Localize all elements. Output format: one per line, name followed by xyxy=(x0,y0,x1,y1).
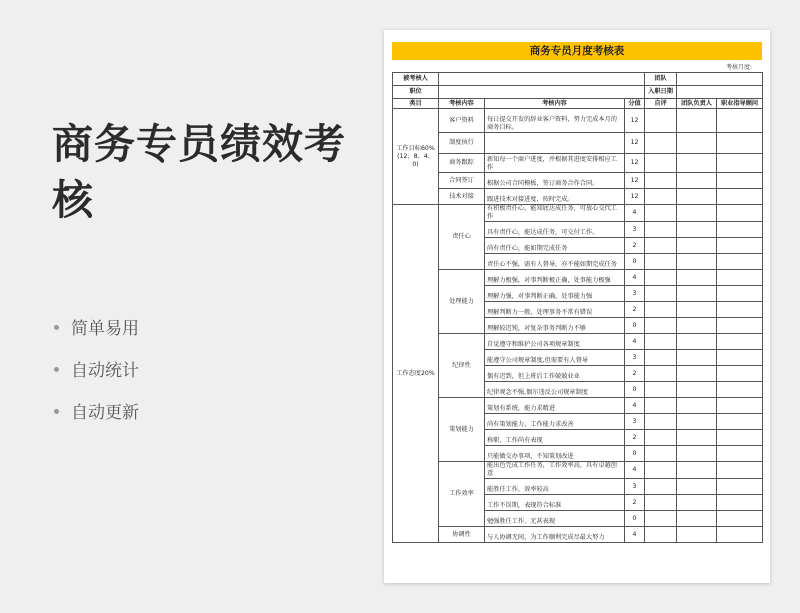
header-item: 考核内容 xyxy=(439,99,485,109)
item-score: 4 xyxy=(625,205,645,222)
table-row xyxy=(393,173,763,189)
self-score-cell[interactable] xyxy=(645,133,677,154)
item-label: 客户资料 xyxy=(439,109,485,133)
examinee-value[interactable] xyxy=(439,73,645,86)
team-lead-score-cell[interactable] xyxy=(677,495,717,511)
team-lead-score-cell[interactable] xyxy=(677,154,717,173)
item-label: 工作效率 xyxy=(439,462,485,527)
item-label: 协调性 xyxy=(439,527,485,543)
feature-list xyxy=(54,308,139,434)
item-label: 处理能力 xyxy=(439,270,485,334)
item-score: 3 xyxy=(625,350,645,366)
advisor-score-cell[interactable] xyxy=(717,173,763,189)
item-score: 4 xyxy=(625,398,645,414)
self-score-cell[interactable] xyxy=(645,479,677,495)
item-score: 3 xyxy=(625,286,645,302)
advisor-score-cell[interactable] xyxy=(717,302,763,318)
item-label: 责任心 xyxy=(439,205,485,270)
join-date-value[interactable] xyxy=(677,86,763,99)
item-score: 2 xyxy=(625,495,645,511)
item-score: 3 xyxy=(625,414,645,430)
item-description: 理解力极强，对事判断极正确，处事能力极强 xyxy=(485,270,625,286)
self-score-cell[interactable] xyxy=(645,462,677,479)
item-score: 0 xyxy=(625,446,645,462)
self-score-cell[interactable] xyxy=(645,109,677,133)
advisor-score-cell[interactable] xyxy=(717,109,763,133)
advisor-score-cell[interactable] xyxy=(717,511,763,527)
item-description: 工作不误期，表现符合标准 xyxy=(485,495,625,511)
item-score: 12 xyxy=(625,189,645,205)
team-lead-score-cell[interactable] xyxy=(677,511,717,527)
team-lead-score-cell[interactable] xyxy=(677,398,717,414)
advisor-score-cell[interactable] xyxy=(717,479,763,495)
team-lead-score-cell[interactable] xyxy=(677,446,717,462)
table-row xyxy=(393,527,763,543)
advisor-score-cell[interactable] xyxy=(717,189,763,205)
item-description: 能出色完成工作任务，工作效率高，具有卓越创意 xyxy=(485,462,625,479)
team-lead-score-cell[interactable] xyxy=(677,238,717,254)
bullet-icon xyxy=(54,409,59,414)
item-score: 0 xyxy=(625,511,645,527)
self-score-cell[interactable] xyxy=(645,334,677,350)
item-description: 纪律观念不强,偶尔违反公司规章制度 xyxy=(485,382,625,398)
team-lead-score-cell[interactable] xyxy=(677,109,717,133)
item-description: 能胜任工作，效率较高 xyxy=(485,479,625,495)
advisor-score-cell[interactable] xyxy=(717,154,763,173)
team-lead-score-cell[interactable] xyxy=(677,286,717,302)
evaluation-table xyxy=(392,72,763,543)
self-score-cell[interactable] xyxy=(645,238,677,254)
self-score-cell[interactable] xyxy=(645,430,677,446)
self-score-cell[interactable] xyxy=(645,382,677,398)
team-label: 团队 xyxy=(645,73,677,86)
item-score: 2 xyxy=(625,366,645,382)
self-score-cell[interactable] xyxy=(645,495,677,511)
feature-label: 自动更新 xyxy=(71,403,139,423)
self-score-cell[interactable] xyxy=(645,154,677,173)
page-title: 商务专员绩效考核 xyxy=(52,120,346,224)
examinee-label: 被考核人 xyxy=(393,73,439,86)
item-score: 0 xyxy=(625,254,645,270)
item-score: 2 xyxy=(625,302,645,318)
item-score: 12 xyxy=(625,109,645,133)
table-row xyxy=(393,205,763,222)
table-row xyxy=(393,334,763,350)
header-row xyxy=(393,99,763,109)
item-label: 策划能力 xyxy=(439,398,485,462)
advisor-score-cell[interactable] xyxy=(717,398,763,414)
header-self: 自评 xyxy=(645,99,677,109)
table-row xyxy=(393,133,763,154)
item-description: 责任心不强，需有人督导，亦不能如期完成任务 xyxy=(485,254,625,270)
self-score-cell[interactable] xyxy=(645,173,677,189)
table-row xyxy=(393,462,763,479)
item-description: 与人协调无间，为工作顺利完成尽最大努力 xyxy=(485,527,625,543)
item-description: 自觉遵守和维护公司各项规章制度 xyxy=(485,334,625,350)
header-content: 考核内容 xyxy=(485,99,625,109)
team-lead-score-cell[interactable] xyxy=(677,254,717,270)
item-description xyxy=(485,133,625,154)
self-score-cell[interactable] xyxy=(645,189,677,205)
team-lead-score-cell[interactable] xyxy=(677,430,717,446)
self-score-cell[interactable] xyxy=(645,446,677,462)
item-label: 纪律性 xyxy=(439,334,485,398)
item-score: 0 xyxy=(625,382,645,398)
item-description: 理解判断力一般，处理事务不常有错误 xyxy=(485,302,625,318)
header-advisor: 职业指导顾问 xyxy=(717,99,763,109)
item-description: 每日提交开发的辞业客户资料，努力完成本月的商务目标。 xyxy=(485,109,625,133)
team-lead-score-cell[interactable] xyxy=(677,414,717,430)
self-score-cell[interactable] xyxy=(645,366,677,382)
item-description: 勉强胜任工作，无甚表现 xyxy=(485,511,625,527)
item-description: 策划有系统，能力求精进 xyxy=(485,398,625,414)
self-score-cell[interactable] xyxy=(645,205,677,222)
item-description: 称职，工作尚有表现 xyxy=(485,430,625,446)
self-score-cell[interactable] xyxy=(645,222,677,238)
team-lead-score-cell[interactable] xyxy=(677,350,717,366)
table-row xyxy=(393,398,763,414)
team-lead-score-cell[interactable] xyxy=(677,205,717,222)
feature-label: 简单易用 xyxy=(71,319,139,339)
advisor-score-cell[interactable] xyxy=(717,462,763,479)
item-description: 跟进技术对接进度，按时完成。 xyxy=(485,189,625,205)
feature-item xyxy=(54,308,139,350)
header-team-lead: 团队负责人 xyxy=(677,99,717,109)
team-lead-score-cell[interactable] xyxy=(677,527,717,543)
advisor-score-cell[interactable] xyxy=(717,430,763,446)
item-score: 3 xyxy=(625,479,645,495)
team-lead-score-cell[interactable] xyxy=(677,222,717,238)
item-score: 2 xyxy=(625,238,645,254)
feature-item xyxy=(54,350,139,392)
advisor-score-cell[interactable] xyxy=(717,254,763,270)
team-lead-score-cell[interactable] xyxy=(677,382,717,398)
document-preview xyxy=(384,30,770,583)
item-score: 4 xyxy=(625,462,645,479)
position-label: 职位 xyxy=(393,86,439,99)
self-score-cell[interactable] xyxy=(645,350,677,366)
team-lead-score-cell[interactable] xyxy=(677,270,717,286)
item-label: 合同签订 xyxy=(439,173,485,189)
item-description: 能遵守公司规章制度,但需要有人督导 xyxy=(485,350,625,366)
item-description: 新知每一个商户进度，并根据其进度安排相应工作 xyxy=(485,154,625,173)
self-score-cell[interactable] xyxy=(645,414,677,430)
advisor-score-cell[interactable] xyxy=(717,238,763,254)
self-score-cell[interactable] xyxy=(645,318,677,334)
item-score: 2 xyxy=(625,430,645,446)
advisor-score-cell[interactable] xyxy=(717,527,763,543)
self-score-cell[interactable] xyxy=(645,302,677,318)
info-row xyxy=(393,73,763,86)
item-description: 理解较迟钝，对复杂事务判断力不够 xyxy=(485,318,625,334)
category-work-goal: 工作目标60%(12、8、4、0) xyxy=(393,109,439,205)
self-score-cell[interactable] xyxy=(645,286,677,302)
item-score: 4 xyxy=(625,527,645,543)
header-score: 分值 xyxy=(625,99,645,109)
table-row xyxy=(393,154,763,173)
advisor-score-cell[interactable] xyxy=(717,382,763,398)
info-row xyxy=(393,86,763,99)
team-lead-score-cell[interactable] xyxy=(677,302,717,318)
team-lead-score-cell[interactable] xyxy=(677,334,717,350)
advisor-score-cell[interactable] xyxy=(717,414,763,430)
month-label: 考核月度: xyxy=(725,64,752,71)
sheet-title: 商务专员月度考核表 xyxy=(392,42,762,60)
category-work-attitude: 工作态度20% xyxy=(393,205,439,543)
self-score-cell[interactable] xyxy=(645,511,677,527)
item-description: 具有责任心，能达成任务，可交付工作。 xyxy=(485,222,625,238)
item-description: 尚有策划能力，工作能力求改善 xyxy=(485,414,625,430)
item-score: 0 xyxy=(625,318,645,334)
item-label: 制度执行 xyxy=(439,133,485,154)
item-score: 12 xyxy=(625,133,645,154)
item-score: 4 xyxy=(625,270,645,286)
team-value[interactable] xyxy=(677,73,763,86)
table-row xyxy=(393,189,763,205)
feature-label: 自动统计 xyxy=(71,361,139,381)
team-lead-score-cell[interactable] xyxy=(677,318,717,334)
self-score-cell[interactable] xyxy=(645,527,677,543)
self-score-cell[interactable] xyxy=(645,398,677,414)
advisor-score-cell[interactable] xyxy=(717,318,763,334)
bullet-icon xyxy=(54,367,59,372)
feature-item xyxy=(54,392,139,434)
item-description: 尚有责任心，能如期完成任务 xyxy=(485,238,625,254)
table-row xyxy=(393,109,763,133)
position-value[interactable] xyxy=(439,86,645,99)
advisor-score-cell[interactable] xyxy=(717,495,763,511)
advisor-score-cell[interactable] xyxy=(717,133,763,154)
item-description: 偶有迟到，但上班后工作兢兢业业 xyxy=(485,366,625,382)
team-lead-score-cell[interactable] xyxy=(677,479,717,495)
advisor-score-cell[interactable] xyxy=(717,334,763,350)
item-description: 理解力强，对事判断正确，处事能力强 xyxy=(485,286,625,302)
advisor-score-cell[interactable] xyxy=(717,350,763,366)
header-category: 类目 xyxy=(393,99,439,109)
join-date-label: 入职日期 xyxy=(645,86,677,99)
team-lead-score-cell[interactable] xyxy=(677,462,717,479)
item-score: 12 xyxy=(625,173,645,189)
bullet-icon xyxy=(54,325,59,330)
item-description: 只能做交办事项，不知策划改进 xyxy=(485,446,625,462)
advisor-score-cell[interactable] xyxy=(717,270,763,286)
item-score: 12 xyxy=(625,154,645,173)
team-lead-score-cell[interactable] xyxy=(677,173,717,189)
advisor-score-cell[interactable] xyxy=(717,222,763,238)
item-description: 根据公司合同模板，签订商务合作合同。 xyxy=(485,173,625,189)
team-lead-score-cell[interactable] xyxy=(677,133,717,154)
item-label: 技术对接 xyxy=(439,189,485,205)
team-lead-score-cell[interactable] xyxy=(677,366,717,382)
advisor-score-cell[interactable] xyxy=(717,205,763,222)
item-score: 3 xyxy=(625,222,645,238)
advisor-score-cell[interactable] xyxy=(717,366,763,382)
advisor-score-cell[interactable] xyxy=(717,446,763,462)
self-score-cell[interactable] xyxy=(645,254,677,270)
self-score-cell[interactable] xyxy=(645,270,677,286)
item-label: 商务跟踪 xyxy=(439,154,485,173)
item-score: 4 xyxy=(625,334,645,350)
table-row xyxy=(393,270,763,286)
advisor-score-cell[interactable] xyxy=(717,286,763,302)
team-lead-score-cell[interactable] xyxy=(677,189,717,205)
item-description: 有积极责任心，能知底达成任务，可放心交代工作 xyxy=(485,205,625,222)
